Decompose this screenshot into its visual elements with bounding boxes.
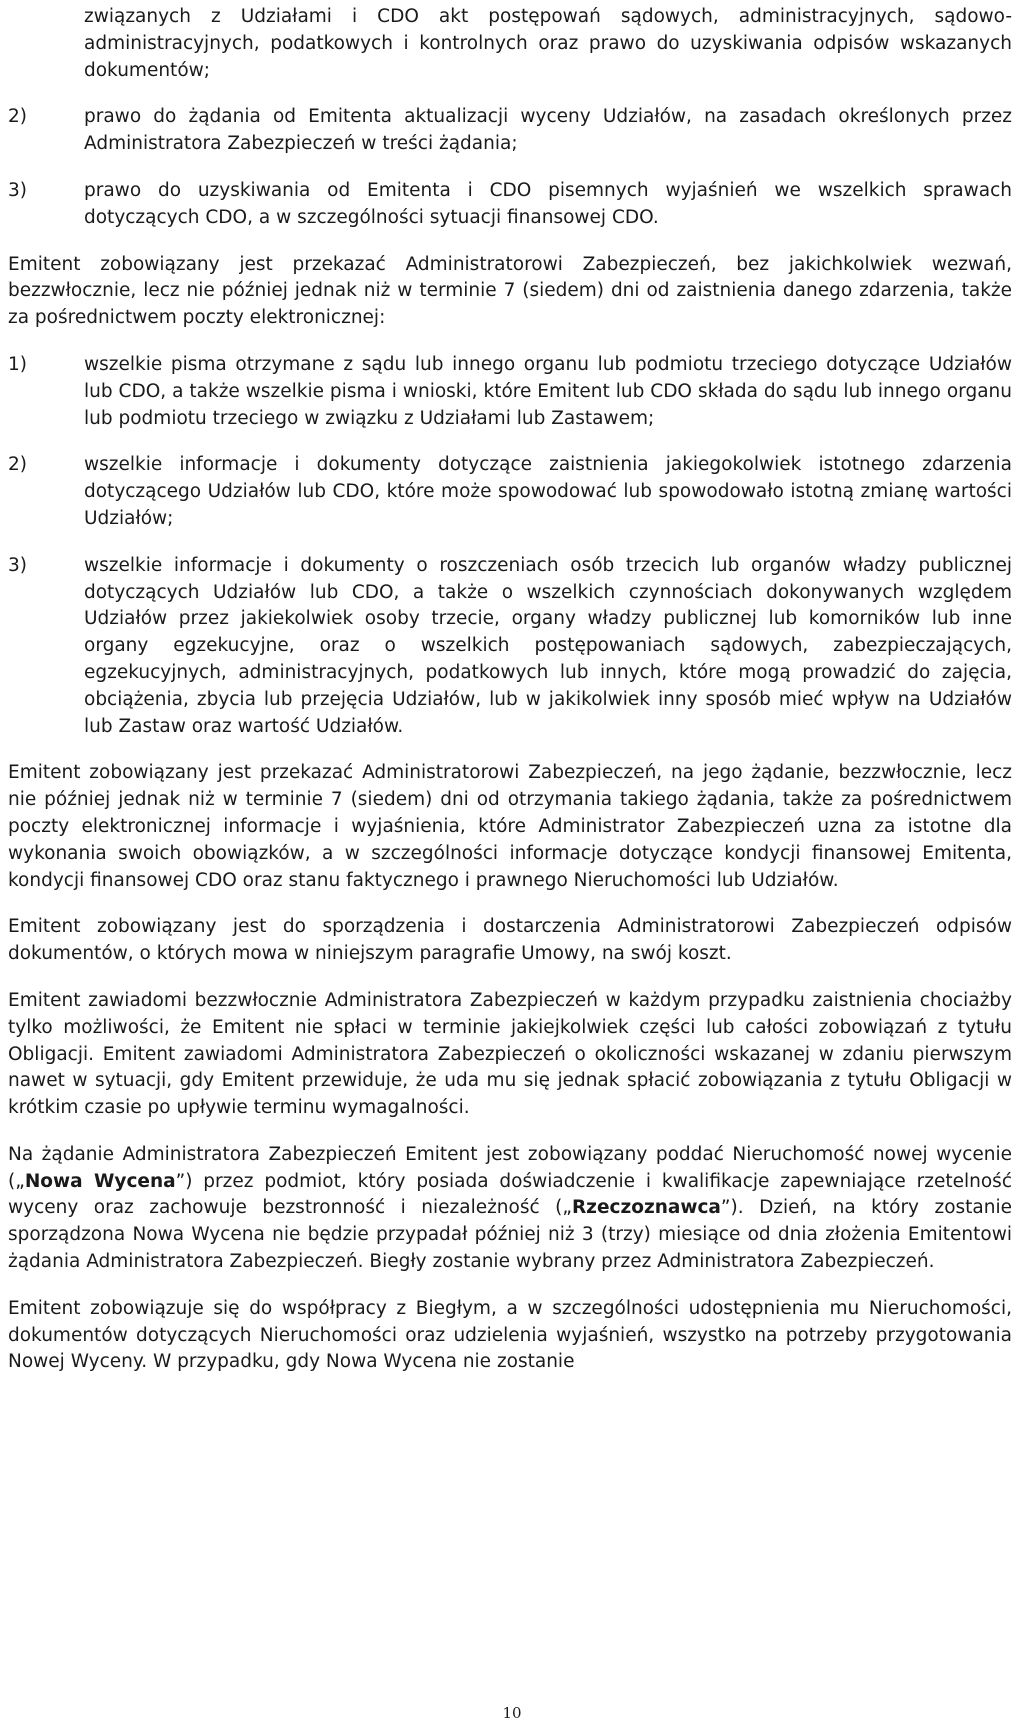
text-run: Na żądanie Administratora Zabezpieczeń Emitent jest zobowiązany poddać Nieruchomość nowej wycenie („ xyxy=(8,1143,1012,1192)
list-item xyxy=(0,178,1024,232)
continuation-text: związanych z Udziałami i CDO akt postępowań sądowych, administracyjnych, sądowo-administracyjnych, podatkowych i kontrolnych oraz prawo do uzyskiwania odpisów wskazanych dokumentów; xyxy=(84,6,1012,81)
paragraph-default-notice: Emitent zawiadomi bezzwłocznie Administratora Zabezpieczeń w każdym przypadku zaistnienia chociażby tylko możliwości, że Emitent nie spłaci w terminie jakiejkolwiek części lub całości zobowiązań z tytułu Obligacji. Emitent zawiadomi Administratora Zabezpieczeń o okoliczności wskazanej w zdaniu pierwszym nawet w sytuacji, gdy Emitent przewiduje, że uda mu się jednak spłacić zobowiązania z tytułu Obligacji w krótkim czasie po upływie terminu wymagalności. xyxy=(8,989,1012,1119)
list-a xyxy=(0,104,1024,231)
text-run: ”) przez podmiot, który posiada doświadczenie i kwalifikacje zapewniające rzetelność wyceny oraz zachowuje bezstronność i niezależność („ xyxy=(8,1170,1012,1219)
list-item-text: wszelkie informacje i dokumenty dotyczące zaistnienia jakiegokolwiek istotnego zdarzenia dotyczącego Udziałów lub CDO, które może spowodować lub spowodowało istotną zmianę wartości Udziałów; xyxy=(84,454,1012,529)
list-item-number: 2) xyxy=(8,106,27,128)
paragraph-notification-duty: Emitent zobowiązany jest przekazać Administratorowi Zabezpieczeń, bez jakichkolwiek wezwań, bezzwłocznie, lecz nie później jednak niż w terminie 7 (siedem) dni od zaistnienia danego zdarzenia, także za pośrednictwem poczty elektronicznej: xyxy=(8,253,1012,329)
defined-term-nowa-wycena: Nowa Wycena xyxy=(24,1170,176,1192)
paragraph-information-on-request: Emitent zobowiązany jest przekazać Administratorowi Zabezpieczeń, na jego żądanie, bezzwłocznie, lecz nie później jednak niż w terminie 7 (siedem) dni od otrzymania takiego żądania, także za pośrednictwem poczty elektronicznej informacje i wyjaśnienia, które Administrator Zabezpieczeń uzna za istotne dla wykonania swoich obowiązków, a w szczególności informacje dotyczące kondycji finansowej Emitenta, kondycji finansowej CDO oraz stanu faktycznego i prawnego Nieruchomości lub Udziałów. xyxy=(8,762,1012,891)
list-item xyxy=(0,104,1024,158)
list-item xyxy=(0,553,1024,741)
text-run: ”). Dzień, na który zostanie sporządzona Nowa Wycena nie będzie przypadał później niż 3 (trzy) miesiące od dnia złożenia Emitentowi żądania Administratora Zabezpieczeń. Biegły zostanie wybrany przez Administratora Zabezpieczeń. xyxy=(8,1197,1012,1273)
list-item-text: wszelkie pisma otrzymane z sądu lub innego organu lub podmiotu trzeciego dotyczące Udziałów lub CDO, a także wszelkie pisma i wnioski, które Emitent lub CDO składa do sądu lub innego organu lub podmiotu trzeciego w związku z Udziałami lub Zastawem; xyxy=(84,353,1012,429)
list-item-text: wszelkie informacje i dokumenty o roszczeniach osób trzecich lub organów władzy publicznej dotyczących Udziałów lub CDO, a także o wszelkich czynnościach dokonywanych względem Udziałów przez jakiekolwiek osoby trzecie, organy władzy publicznej lub komorników lub inne organy egzekucyjne, oraz o wszelkich postępowaniach sądowych, zabezpieczających, egzekucyjnych, administracyjnych, podatkowych lub innych, które mogą prowadzić do zajęcia, obciążenia, zbycia lub przejęcia Udziałów, lub w jakikolwiek inny sposób mieć wpływ na Udziałów lub Zastaw oraz wartość Udziałów. xyxy=(84,554,1012,737)
paragraph-cooperation: Emitent zobowiązuje się do współpracy z Biegłym, a w szczególności udostępnienia mu Nieruchomości, dokumentów dotyczących Nieruchomości oraz udzielenia wyjaśnień, wszystko na potrzeby przygotowania Nowej Wyceny. W przypadku, gdy Nowa Wycena nie zostanie xyxy=(8,1297,1012,1373)
paragraph-document-copies: Emitent zobowiązany jest do sporządzenia i dostarczenia Administratorowi Zabezpieczeń odpisów dokumentów, o których mowa w niniejszym paragrafie Umowy, na swój koszt. xyxy=(8,916,1012,965)
list-item-text: prawo do żądania od Emitenta aktualizacji wyceny Udziałów, na zasadach określonych przez Administratora Zabezpieczeń w treści żądania; xyxy=(84,106,1012,155)
list-item xyxy=(0,352,1024,432)
list-item-number: 3) xyxy=(8,554,27,576)
defined-term-rzeczoznawca: Rzeczoznawca xyxy=(571,1197,721,1219)
list-item xyxy=(0,452,1024,532)
list-item-number: 2) xyxy=(8,454,27,476)
list-item-text: prawo do uzyskiwania od Emitenta i CDO pisemnych wyjaśnień we wszelkich sprawach dotyczących CDO, a w szczególności sytuacji finansowej CDO. xyxy=(84,179,1012,228)
list-b xyxy=(0,352,1024,740)
list-item-number: 3) xyxy=(8,179,27,201)
list-item-number: 1) xyxy=(8,353,27,375)
page-number: 10 xyxy=(502,1704,522,1722)
paragraph-new-valuation xyxy=(8,1142,1012,1276)
